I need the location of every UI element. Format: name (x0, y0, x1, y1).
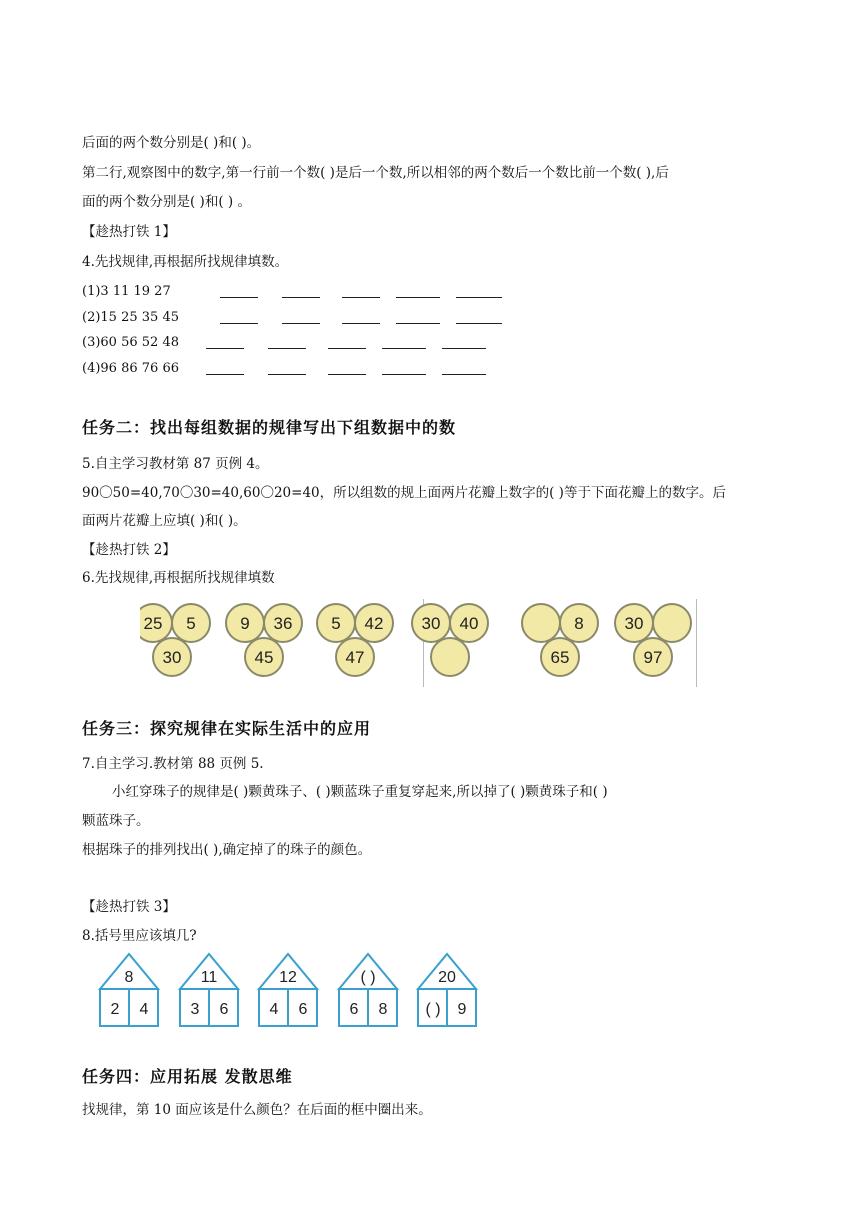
answer-blank[interactable] (268, 348, 306, 349)
answer-blank[interactable] (220, 297, 258, 298)
house-left-number: ( ) (425, 1001, 441, 1018)
petal-number: 36 (273, 614, 293, 633)
petal-number: 30 (624, 614, 644, 633)
house-left-number: 3 (190, 1001, 200, 1018)
flower-group (317, 604, 393, 676)
petal-number: 30 (162, 648, 182, 667)
petal-number: 5 (186, 614, 196, 633)
text-line: 根据珠子的排列找出( ),确定掉了的珠子的颜色。 (82, 842, 372, 858)
house-figure (259, 954, 317, 1026)
answer-blank[interactable] (396, 297, 440, 298)
house-top-number: 20 (438, 969, 456, 986)
answer-blank[interactable] (282, 297, 320, 298)
house-top-number: ( ) (360, 969, 376, 986)
answer-blank[interactable] (396, 323, 440, 324)
petal-number: 47 (345, 648, 365, 667)
flower-group (522, 604, 598, 676)
petal-number: 30 (421, 614, 441, 633)
answer-blank[interactable] (328, 374, 366, 375)
question-text: 5.自主学习教材第 87 页例 4。 (82, 456, 269, 472)
flower-petal (653, 604, 691, 642)
text-line: 90〇50=40,70〇30=40,60〇20=40，所以组数的规上面两片花瓣上数字的( )等于下面花瓣上的数字。后 (82, 485, 726, 501)
answer-blank[interactable] (206, 374, 244, 375)
petal-number: 42 (364, 614, 384, 633)
question-text: 找规律，第 10 面应该是什么颜色？在后面的框中圈出来。 (82, 1102, 432, 1118)
answer-blank[interactable] (220, 323, 258, 324)
flower-petal (431, 638, 469, 676)
house-figure (418, 954, 476, 1026)
house-left-number: 2 (110, 1001, 120, 1018)
house-right-number: 9 (457, 1001, 467, 1018)
house-diagram (94, 952, 494, 1032)
house-figure (339, 954, 397, 1026)
text-line: 第二行,观察图中的数字,第一行前一个数( )是后一个数,所以相邻的两个数后一个数比前一个数( ),后 (82, 165, 669, 181)
text-line: 颗蓝珠子。 (82, 813, 150, 829)
sequence-row-2: (2)15 25 35 45 (82, 310, 179, 325)
house-top-number: 11 (200, 969, 218, 986)
petal-number: 9 (240, 614, 250, 633)
sequence-row-3: (3)60 56 52 48 (82, 335, 179, 350)
answer-blank[interactable] (382, 348, 426, 349)
answer-blank[interactable] (206, 348, 244, 349)
answer-blank[interactable] (456, 297, 502, 298)
petal-number: 45 (254, 648, 274, 667)
house-left-number: 4 (269, 1001, 279, 1018)
house-top-number: 8 (124, 969, 134, 986)
house-figure (180, 954, 238, 1026)
section-heading: 任务二：找出每组数据的规律写出下组数据中的数 (82, 418, 457, 437)
answer-blank[interactable] (342, 297, 380, 298)
section-heading: 任务四：应用拓展 发散思维 (82, 1067, 293, 1086)
petal-number: 5 (331, 614, 341, 633)
text-line: 面两片花瓣上应填( )和( )。 (82, 513, 247, 529)
question-text: 6.先找规律,再根据所找规律填数 (82, 570, 275, 586)
house-left-number: 6 (349, 1001, 359, 1018)
sequence-row-1: (1)3 11 19 27 (82, 284, 171, 299)
flower-group (140, 604, 210, 676)
answer-blank[interactable] (282, 323, 320, 324)
question-text: 8.括号里应该填几? (82, 928, 197, 944)
section-tag: 【趁热打铁 2】 (82, 542, 176, 558)
answer-blank[interactable] (342, 323, 380, 324)
petal-number: 65 (550, 648, 570, 667)
answer-blank[interactable] (442, 374, 486, 375)
petal-number: 40 (459, 614, 479, 633)
question-text: 4.先找规律,再根据所找规律填数。 (82, 254, 289, 270)
section-tag: 【趁热打铁 3】 (82, 899, 176, 915)
answer-blank[interactable] (268, 374, 306, 375)
petal-number: 97 (643, 648, 663, 667)
flower-diagram (140, 597, 710, 689)
answer-blank[interactable] (328, 348, 366, 349)
flower-group (615, 604, 691, 676)
section-heading: 任务三：探究规律在实际生活中的应用 (82, 719, 372, 738)
house-top-number: 12 (279, 969, 297, 986)
flower-petal (522, 604, 560, 642)
question-text: 7.自主学习.教材第 88 页例 5. (82, 756, 264, 772)
flower-group (226, 604, 302, 676)
section-tag: 【趁热打铁 1】 (82, 224, 176, 240)
sequence-row-4: (4)96 86 76 66 (82, 361, 179, 376)
house-figure (100, 954, 158, 1026)
text-line: 后面的两个数分别是( )和( )。 (82, 135, 261, 151)
text-line: 小红穿珠子的规律是( )颗黄珠子、( )颗蓝珠子重复穿起来,所以掉了( )颗黄珠子和( ) (112, 784, 608, 800)
text-line: 面的两个数分别是( )和( ) 。 (82, 194, 251, 210)
answer-blank[interactable] (442, 348, 486, 349)
house-right-number: 4 (139, 1001, 149, 1018)
house-right-number: 6 (219, 1001, 229, 1018)
answer-blank[interactable] (382, 374, 426, 375)
petal-number: 25 (143, 614, 163, 633)
answer-blank[interactable] (456, 323, 502, 324)
house-right-number: 6 (298, 1001, 308, 1018)
house-right-number: 8 (378, 1001, 388, 1018)
petal-number: 8 (574, 614, 584, 633)
